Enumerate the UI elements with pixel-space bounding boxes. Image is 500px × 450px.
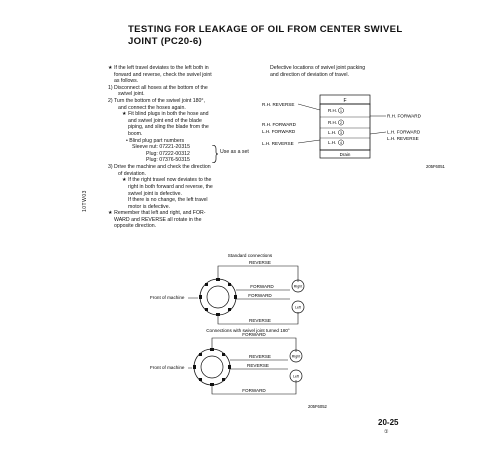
forward-line-1: FORWARD: [250, 284, 274, 289]
swivel-packing-diagram: [258, 90, 458, 170]
step-1: 1) Disconnect all hoses at the bottom of the: [108, 84, 208, 91]
figure-code-2: 205F6052: [308, 404, 327, 409]
right-motor-label-2: Right: [291, 354, 301, 359]
procedure-text: [108, 65, 256, 230]
reverse-line-turned-2: REVERSE: [247, 363, 269, 368]
brace-icon: [212, 145, 218, 163]
left-motor-label-2: Left: [293, 374, 299, 379]
caption-line-1: Defective locations of swivel joint packing: [270, 65, 366, 71]
title-line-1: TESTING FOR LEAKAGE OF OIL FROM CENTER SWIVEL: [128, 24, 403, 35]
step-2-note: ★ Fit blind plugs in both the hose and: [122, 111, 209, 118]
lh-label: L.H.: [328, 130, 337, 135]
drain-label: Drain: [339, 152, 351, 157]
note-line: forward and reverse, check the swivel joint: [114, 71, 212, 78]
left-motor-label: Left: [295, 305, 301, 310]
port-F-label: F: [343, 98, 347, 104]
note-line: as follows.: [114, 78, 139, 85]
swivel-joint-bottom: [193, 348, 231, 386]
connection-schematic: [150, 252, 380, 412]
front-of-machine-label-2: Front of machine: [150, 365, 185, 370]
packing-3-number: 3: [340, 131, 342, 135]
step-2-cont: and connect the hoses again.: [118, 104, 186, 111]
turned-connections-title: Connections with swivel joint turned 180°: [206, 328, 290, 333]
step-3-note: ★ If the right travel now deviates to the: [122, 177, 212, 184]
step-1-cont: swivel joint.: [118, 91, 145, 98]
packing-2-number: 2: [340, 121, 342, 125]
forward-line-bottom-turned: FORWARD: [242, 388, 266, 393]
note-line: ★ If the left travel deviates to the left both in: [108, 65, 209, 71]
lh-reverse-left: L.H. REVERSE: [262, 141, 294, 146]
swivel-joint-top: [199, 278, 237, 316]
page-revision: ①: [384, 429, 389, 435]
rh-forward-left: R.H. FORWARD: [262, 122, 296, 127]
plug-part-1: Sleeve nut: 07221-20315: [132, 144, 190, 151]
lh-forward-right: L.H. FORWARD: [387, 129, 421, 135]
lh-forward-left: L.H. FORWARD: [262, 129, 296, 134]
right-motor-label: Right: [293, 284, 303, 289]
rh-label: R.H.: [328, 120, 337, 125]
remember-note-cont: WARD and REVERSE all rotate in the: [114, 216, 202, 223]
reverse-line-top: REVERSE: [249, 260, 271, 265]
step-2-note-cont: piping, and sling the blade from the: [128, 124, 209, 131]
step-3-note-cont: right in both forward and reverse, the: [128, 183, 213, 190]
side-code: 10TW03: [82, 190, 88, 212]
step-2: 2) Turn the bottom of the swivel joint 180°,: [108, 97, 205, 104]
step-3-note-cont: If there is no change, the left travel: [128, 197, 208, 204]
caption-line-2: and direction of deviation of travel.: [270, 71, 350, 78]
step-2-note-cont: boom.: [128, 130, 143, 137]
plug-part-2: Plug: 07222-00312: [146, 150, 190, 157]
reverse-line-bottom: REVERSE: [249, 318, 271, 323]
rh-label: R.H.: [328, 108, 337, 113]
packing-4-number: 4: [340, 141, 342, 145]
forward-line-turned: FORWARD: [242, 332, 266, 337]
step-3-note-cont: swivel joint is defective.: [128, 190, 182, 197]
use-as-set: Use as a set: [220, 149, 249, 156]
figure-code: 205F6051: [426, 164, 445, 169]
step-2-note-cont: and swivel joint end of the blade: [128, 117, 202, 124]
lh-label: L.H.: [328, 140, 337, 145]
lh-reverse-right: L.H. REVERSE: [387, 136, 419, 141]
step-3-cont: of deviation.: [118, 170, 146, 177]
document-title: [128, 24, 458, 48]
reverse-line-turned: REVERSE: [249, 354, 271, 359]
standard-connections-title: Standard connections: [227, 253, 273, 258]
title-line-2: JOINT (PC20-6): [128, 36, 203, 47]
blind-plug-heading: • Blind plug part numbers: [126, 137, 185, 144]
remember-note-cont: opposite direction.: [114, 223, 157, 230]
packing-1-number: 1: [340, 109, 342, 113]
rh-reverse-left: R.H. REVERSE: [262, 102, 295, 107]
step-3: 3) Drive the machine and check the direction: [108, 164, 211, 171]
step-3-note-cont: motor is defective.: [128, 203, 171, 210]
page-number: 20-25: [378, 418, 399, 427]
forward-line-2: FORWARD: [248, 293, 272, 298]
figure-caption: [270, 65, 400, 78]
rh-forward-right: R.H. FORWARD: [387, 113, 421, 119]
front-of-machine-label: Front of machine: [150, 295, 185, 300]
remember-note: ★ Remember that left and right, and FOR-: [108, 210, 206, 217]
plug-part-3: Plug: 07376-50315: [146, 157, 190, 164]
